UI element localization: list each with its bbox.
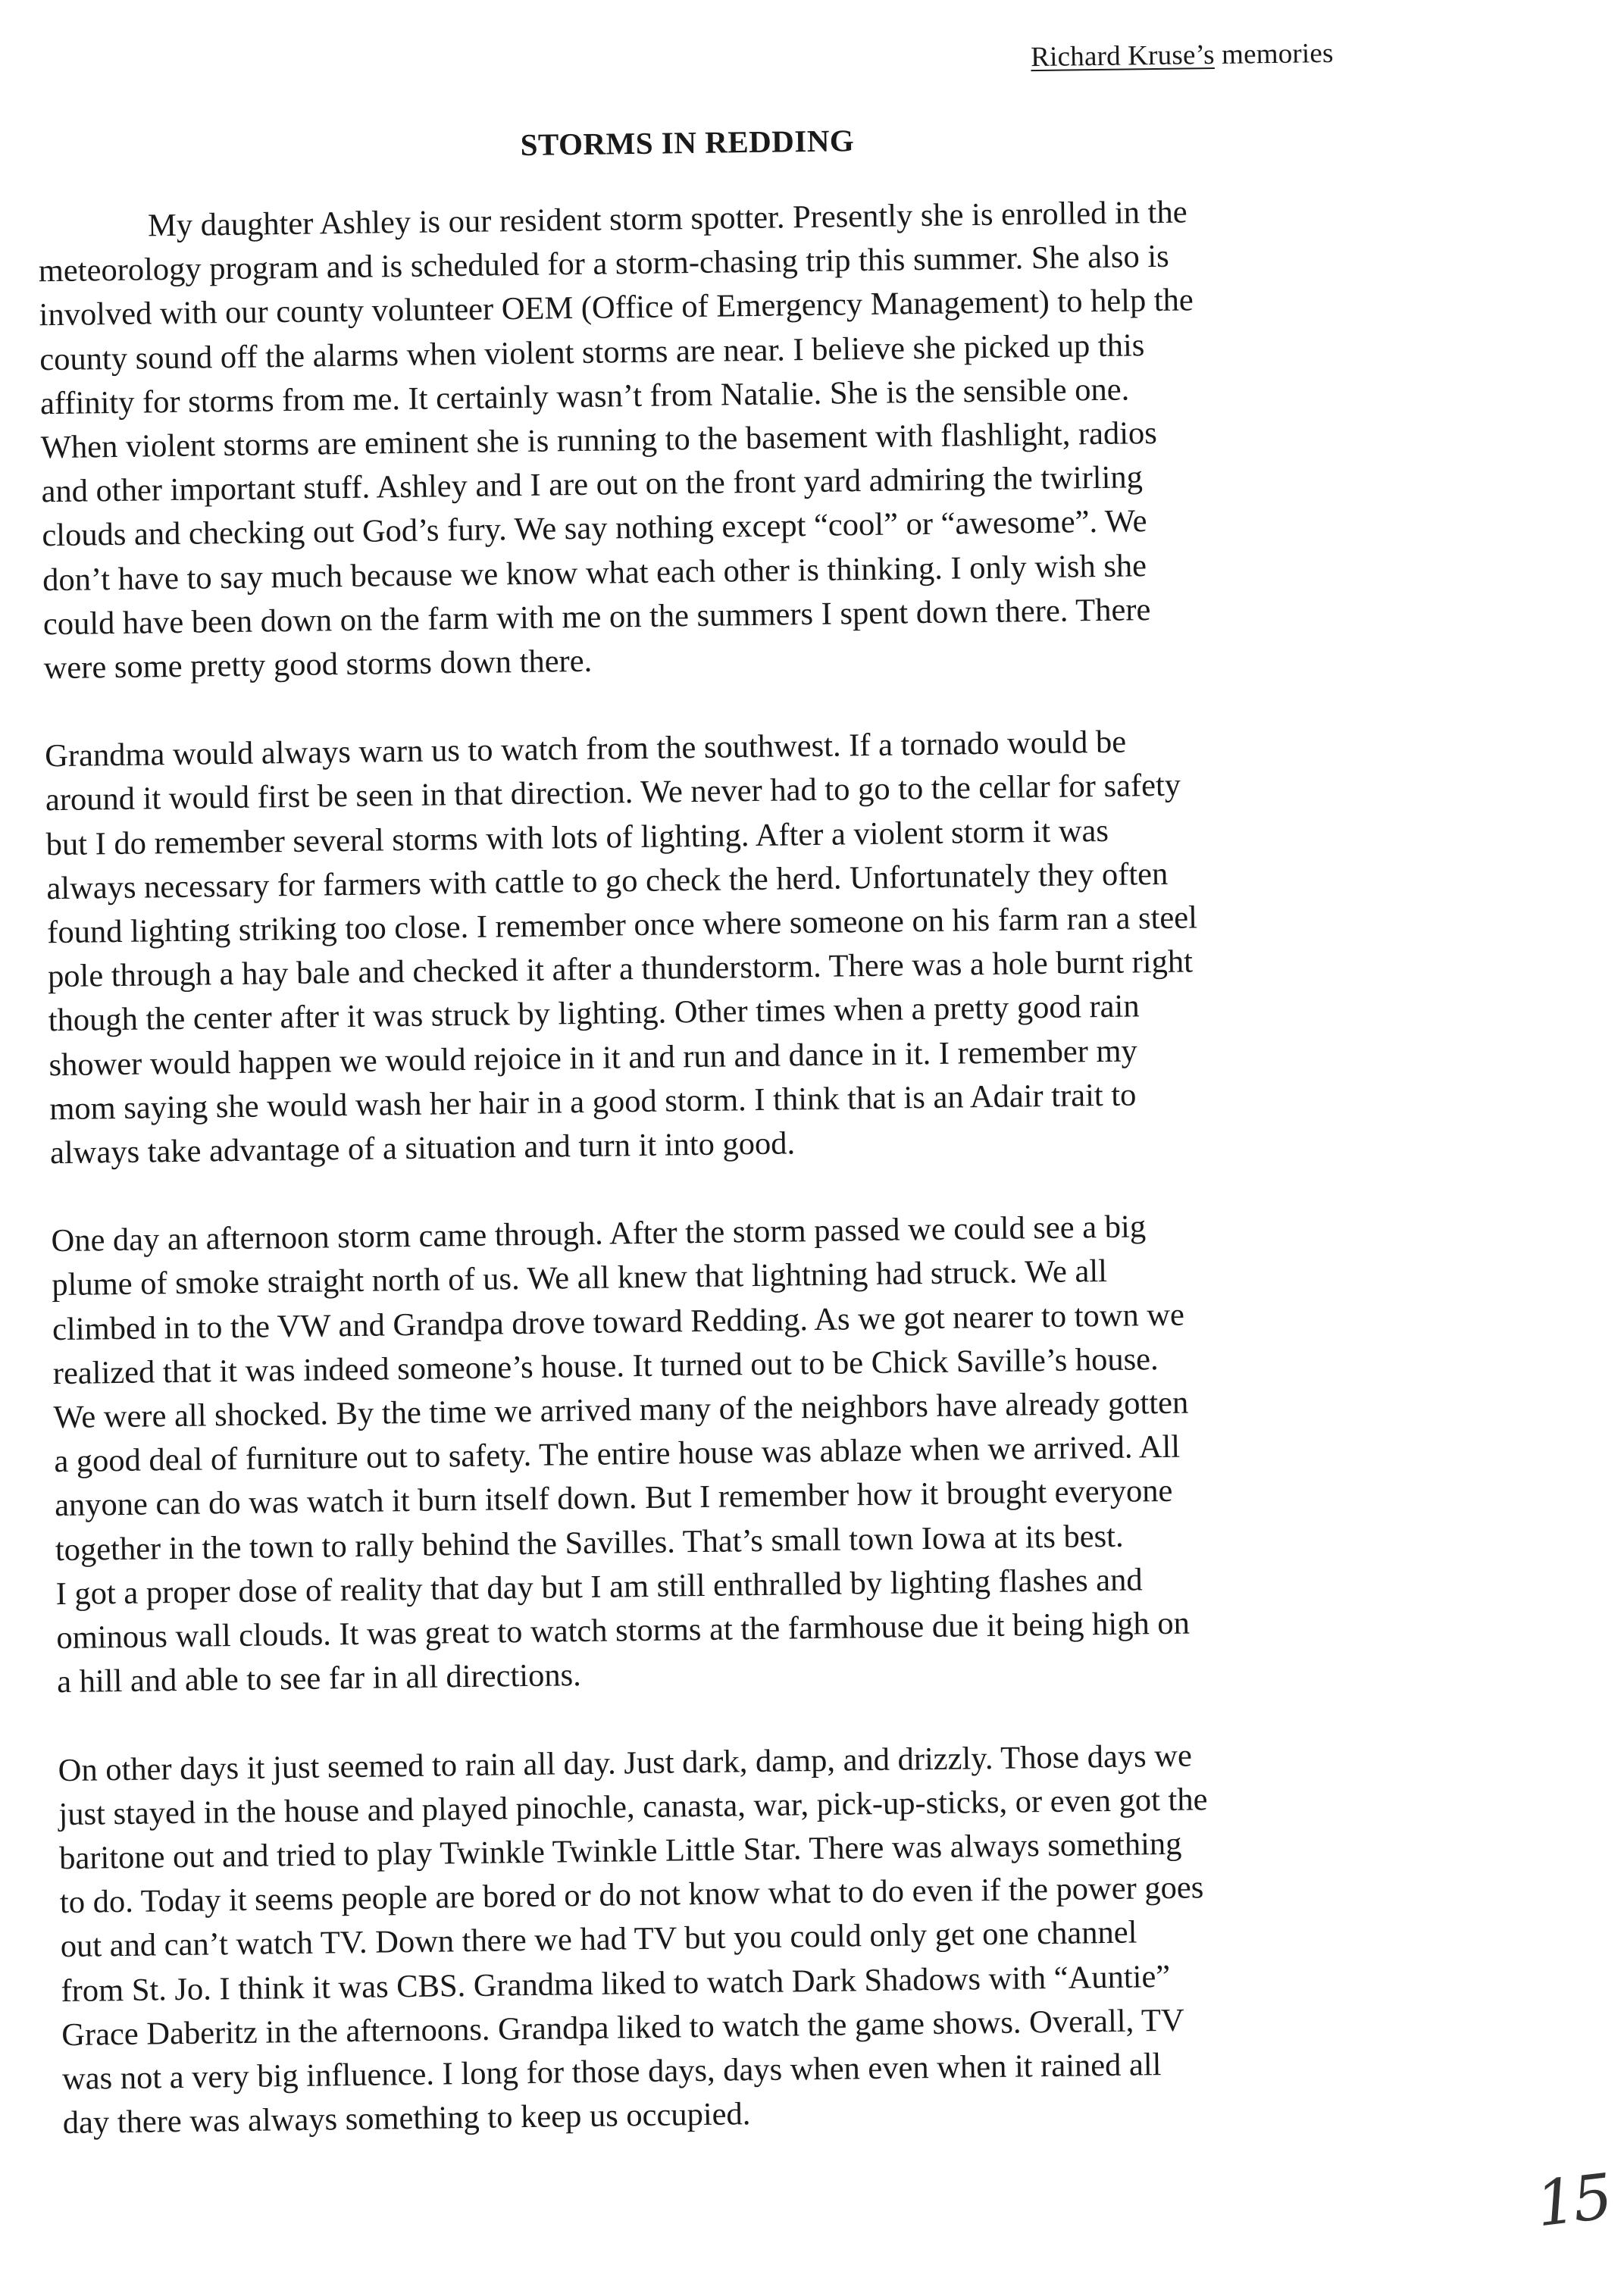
text-line: shower would happen we would rejoice in it and run and dance in it. I remember my [49, 1033, 1138, 1083]
text-line: My daughter Ashley is our resident storm spotter. Presently she is enrolled in the [147, 194, 1187, 244]
text-line: always take advantage of a situation and turn it into good. [49, 1125, 796, 1172]
paragraph-3 [51, 1201, 1451, 1704]
text-line: When violent storms are eminent she is running to the basement with flashlight, radios [40, 415, 1158, 466]
text-line: affinity for storms from me. It certainly wasn’t from Natalie. She is the sensible one. [39, 371, 1130, 422]
text-line: day there was always something to keep us occupied. [62, 2096, 751, 2141]
text-line: and other important stuff. Ashley and I are out on the front yard admiring the twirling [41, 459, 1144, 510]
text-line: a hill and able to see far in all directions. [56, 1657, 582, 1700]
text-line: together in the town to rally behind the Savilles. That’s small town Iowa at its best. [55, 1518, 1124, 1568]
header-label [1031, 37, 1334, 74]
text-line: climbed in to the VW and Grandpa drove toward Redding. As we got nearer to town we [52, 1297, 1185, 1347]
text-line: mom saying she would wash her hair in a good storm. I think that is an Adair trait to [49, 1077, 1137, 1128]
text-line: to do. Today it seems people are bored or do not know what to do even if the power goes [59, 1869, 1204, 1921]
text-line: We were all shocked. By the time we arrived many of the neighbors have already gotten [53, 1384, 1189, 1436]
page-title: STORMS IN REDDING [520, 123, 855, 162]
text-line: anyone can do was watch it burn itself down. But I remember how it brought everyone [54, 1473, 1173, 1524]
paragraph-2 [45, 716, 1444, 1175]
header-suffix: memories [1221, 37, 1334, 70]
text-line: plume of smoke straight north of us. We all knew that lightning had struck. We all [52, 1253, 1108, 1303]
text-line: were some pretty good storms down there. [43, 643, 593, 687]
text-line: don’t have to say much because we know what each other is thinking. I only wish she [42, 547, 1147, 598]
text-line: One day an afternoon storm came through. After the storm passed we could see a big [51, 1209, 1147, 1259]
paragraph-1 [38, 187, 1438, 690]
text-line: county sound off the alarms when violent storms are near. I believe she picked up this [39, 327, 1145, 377]
text-line: pole through a hay bale and checked it after a thunderstorm. There was a hole burnt right [47, 943, 1194, 995]
text-line: could have been down on the farm with me on the summers I spent down there. There [42, 591, 1151, 643]
text-line: always necessary for farmers with cattle to go check the herd. Unfortunately they often [46, 856, 1169, 907]
text-line: a good deal of furniture out to safety. The entire house was ablaze when we arrived. All [54, 1428, 1181, 1480]
text-line: out and can’t watch TV. Down there we had TV but you could only get one channel [60, 1914, 1137, 1965]
text-line: Grace Daberitz in the afternoons. Grandpa liked to watch the game shows. Overall, TV [61, 2002, 1184, 2053]
text-line: from St. Jo. I think it was CBS. Grandma liked to watch Dark Shadows with “Auntie” [61, 1958, 1171, 2009]
text-line: was not a very big influence. I long for those days, days when even when it rained all [61, 2047, 1162, 2097]
text-line: realized that it was indeed someone’s house. It turned out to be Chick Saville’s house. [52, 1340, 1159, 1392]
page-number: 15 [1532, 2160, 1613, 2241]
body-text [38, 187, 1458, 2189]
text-line: On other days it just seemed to rain all day. Just dark, damp, and drizzly. Those days we [58, 1738, 1193, 1788]
text-line: baritone out and tried to play Twinkle Twinkle Little Star. There was always something [58, 1825, 1182, 1877]
text-line: found lighting striking too close. I remember once where someone on his farm ran a steel [46, 899, 1198, 951]
text-line: but I do remember several storms with lots of lighting. After a violent storm it was [45, 812, 1109, 862]
text-line: though the center after it was struck by lighting. Other times when a pretty good rain [48, 988, 1140, 1039]
paragraph-4 [58, 1731, 1457, 2146]
author-name: Richard Kruse’s [1030, 39, 1215, 74]
text-line: I got a proper dose of reality that day but I am still enthralled by lighting flashes and [55, 1562, 1143, 1613]
text-line: just stayed in the house and played pinochle, canasta, war, pick-up-sticks, or even got the [58, 1781, 1208, 1832]
text-line: involved with our county volunteer OEM (Office of Emergency Management) to help the [39, 282, 1194, 333]
text-line: clouds and checking out God’s fury. We say nothing except “cool” or “awesome”. We [42, 503, 1147, 554]
text-line: Grandma would always warn us to watch from the southwest. If a tornado would be [44, 724, 1127, 774]
text-line: ominous wall clouds. It was great to watch storms at the farmhouse due it being high on [56, 1605, 1191, 1656]
text-line: around it would first be seen in that direction. We never had to go to the cellar for safety [45, 768, 1181, 818]
text-line: meteorology program and is scheduled for a storm-chasing trip this summer. She also is [38, 238, 1169, 289]
